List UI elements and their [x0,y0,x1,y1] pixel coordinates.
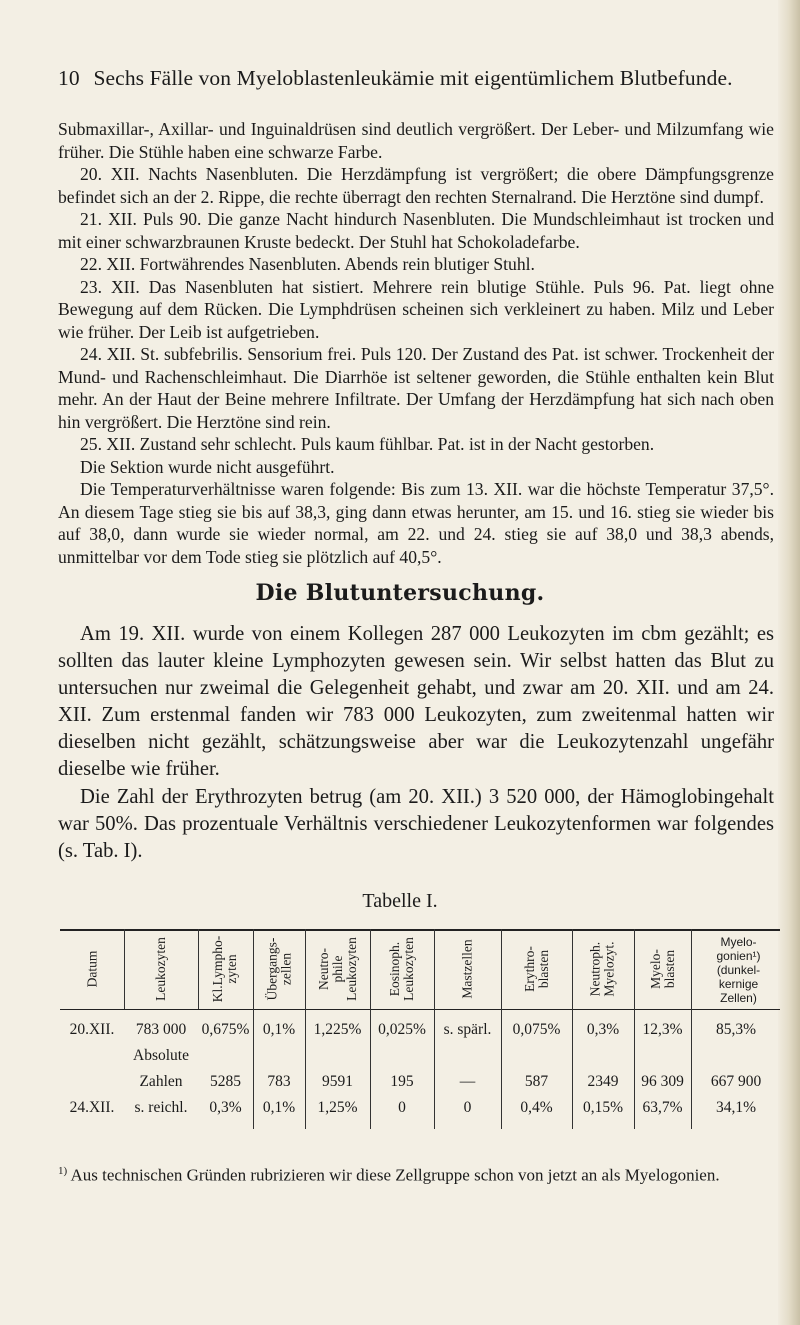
cell-date: 20.XII. [69,1021,115,1038]
header-neutrophile [305,929,370,1009]
cell: 195 [390,1073,414,1090]
footnote-text: Aus technischen Gründen rubrizieren wir diese Zellgruppe schon von jetzt an als Myelogonien. [70,1165,720,1185]
cell: 0 [398,1099,406,1116]
cell: 9591 [322,1073,353,1090]
cell: 85,3% [715,1021,757,1038]
cell: 0,3% [209,1099,242,1116]
case-note: 22. XII. Fortwährendes Nasenbluten. Abends rein blutiger Stuhl. [80,254,535,274]
running-header [58,66,774,91]
cell: 0,15% [582,1099,624,1116]
header-leukozyten [124,929,198,1009]
header-myeloblasten [634,929,691,1009]
cell-date: 24.XII. [69,1099,115,1116]
case-notes [58,118,774,568]
header-label: Erythro- blasten [521,946,551,992]
case-note: Submaxillar-, Axillar- und Inguinaldrüsen sind deutlich vergrößert. Der Leber- und Milzumfang wie früher. Die Stühle haben eine schwarze Farbe. [58,119,774,162]
cell: 1,25% [317,1099,358,1116]
header-label: Eosinoph. Leukozyten [386,937,416,1001]
cell: 0,075% [512,1021,561,1038]
cell: 12,3% [642,1021,683,1038]
cell: — [459,1073,476,1090]
header-datum [60,929,124,1009]
section-heading: Die Blutuntersuchung. [255,580,545,606]
body-paragraph: Am 19. XII. wurde von einem Kollegen 287 000 Leukozyten im cbm gezählt; es sollten das lauter kleine Lymphozyten gewesen sein. Wir selbst hatten das Blut zu untersuchen nur zweimal die Gelegenheit gehabt, und zwar am 20. XII. und am 24. XII. Zum erstenmal fanden wir 783 000 Leukozyten, zum zweitenmal hatten wir dieselben nicht gezählt, schätzungsweise aber war die Leukozytenzahl ungefähr dieselbe wie früher. [58,623,774,781]
case-note: 21. XII. Puls 90. Die ganze Nacht hindurch Nasenbluten. Die Mundschleimhaut ist trocken und mit einer schwarzbraunen Kruste bedeckt. Der Stuhl hat Schokoladefarbe. [58,209,774,252]
cell: 34,1% [715,1099,757,1116]
header-label: Übergangs- zellen [264,937,294,1001]
table-header-rule [60,1009,780,1010]
cell: 2349 [587,1073,619,1090]
page-number: 10 [58,66,80,90]
header-myelogonien: Myelo- gonien¹) (dunkel- kernige Zellen) [716,935,761,1005]
cell: 0 [463,1099,472,1116]
footnote-marker: 1) [58,1165,68,1177]
cell: Absolute [133,1047,189,1064]
cell: Zahlen [139,1073,183,1090]
cell: 587 [524,1073,549,1090]
cell: 0,675% [201,1021,250,1038]
cell: 5285 [210,1073,241,1090]
cell: 783 000 [135,1021,187,1038]
header-mastzellen [434,929,501,1009]
case-note: Die Temperaturverhältnisse waren folgende: Bis zum 13. XII. war die höchste Temperatur 37,5°. An diesem Tage stieg sie bis auf 38,3, ging dann etwas herunter, am 15. und 16. stieg sie wieder bis auf 38,0, dann wurde sie wieder normal, am 22. und 24. stieg sie auf 38,0 und 38,3 abends, unmittelbar vor dem Tode stieg sie plötzlich auf 40,5°. [58,479,774,567]
header-eosinophile [370,929,434,1009]
header-kl-lymphozyten [198,929,253,1009]
case-note: 20. XII. Nachts Nasenbluten. Die Herzdämpfung ist vergrößert; die obere Dämpfungsgrenze befindet sich an der 2. Rippe, die rechte überragt den rechten Sternalrand. Die Herztöne sind dumpf. [58,164,774,207]
cell: 0,3% [586,1021,620,1038]
cell: s. reichl. [134,1099,188,1116]
header-label: Neutro- phile Leukozyten [315,937,359,1001]
case-note: 23. XII. Das Nasenbluten hat sistiert. Mehrere rein blutige Stühle. Puls 96. Pat. liegt ohne Bewegung auf dem Rücken. Die Lymphdrüsen scheinen sich verkleinert zu haben. Milz und Leber wie früher. Der Leib ist aufgetrieben. [58,276,774,342]
case-note: Die Sektion wurde nicht ausgeführt. [80,456,335,477]
header-label: Kl.Lympho- zyten [210,935,240,1003]
table-1 [0,929,800,1129]
cell: 0,1% [262,1099,296,1116]
case-note: 25. XII. Zustand sehr schlecht. Puls kaum fühlbar. Pat. ist in der Nacht gestorben. [80,434,655,454]
body-paragraph: Die Zahl der Erythrozyten betrug (am 20. XII.) 3 520 000, der Hämoglobingehalt war 50%. Das prozentuale Verhältnis verschiedener Leukozytenformen war folgendes (s. Tab. I). [58,785,774,862]
cell: 63,7% [642,1099,683,1116]
header-label: Neutroph. Myelozyt. [588,941,617,997]
cell: 0,1% [262,1021,296,1038]
header-erythroblasten [501,929,572,1009]
cell: 1,225% [313,1021,362,1038]
running-title: Sechs Fälle von Myeloblastenleukämie mit eigentümlichem Blutbefunde. [93,66,733,90]
cell: 667 900 [710,1073,762,1090]
case-note: 24. XII. St. subfebrilis. Sensorium frei. Puls 120. Der Zustand des Pat. ist schwer. Trockenheit der Mund- und Rachenschleimhaut. Die Diarrhöe ist seltener geworden, die Stühle enthalten kein Blut mehr. An der Haut der Beine mehrere Infiltrate. Der Umfang der Herzdämpfung hat sich nach oben hin vergrößert. Die Herztöne sind rein. [58,344,774,432]
header-neutroph-myelozyten [572,929,634,1009]
header-uebergangszellen [253,929,305,1009]
cell: 783 [267,1073,291,1090]
header-label: Mastzellen [459,939,475,999]
table-title: Tabelle I. [362,890,438,912]
header-label: Leukozyten [152,937,168,1001]
footnote [58,1160,774,1187]
header-label: Myelo- blasten [647,949,677,989]
cell: 0,025% [378,1021,426,1038]
blood-examination-text [58,621,774,865]
header-label: Datum [84,950,99,988]
cell: 96 309 [641,1073,684,1090]
cell: s. spärl. [443,1021,492,1038]
cell: 0,4% [520,1099,553,1116]
